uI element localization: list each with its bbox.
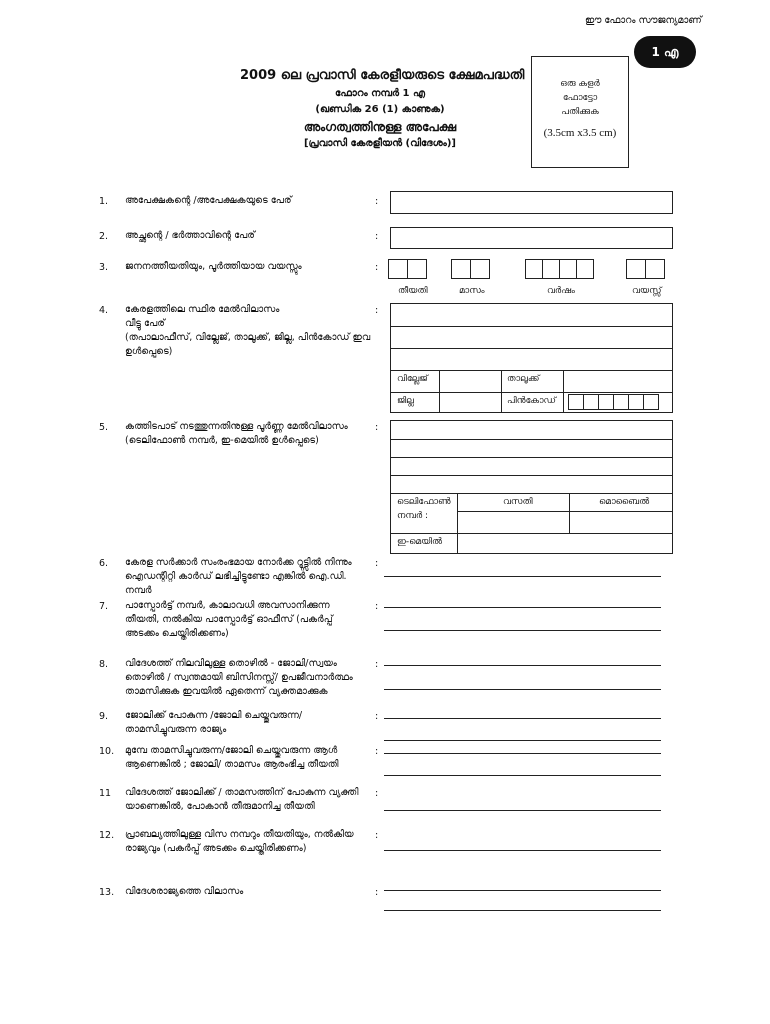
field-label-line: അടക്കം ചെയ്തിരിക്കണം) xyxy=(125,628,229,639)
field-colon: : xyxy=(375,746,379,757)
field-colon: : xyxy=(375,601,379,612)
age-boxes[interactable] xyxy=(627,259,665,279)
dob-month-boxes[interactable] xyxy=(452,259,490,279)
field-label xyxy=(125,260,302,274)
field-number: 1. xyxy=(99,196,109,207)
address-line xyxy=(391,348,672,349)
passport-line-1[interactable] xyxy=(384,607,661,608)
permanent-address-box[interactable] xyxy=(390,303,673,413)
father-husband-name-input[interactable] xyxy=(390,227,673,249)
field-number: 12. xyxy=(99,830,115,841)
field-label xyxy=(125,420,348,448)
field-label-line: കേരളത്തിലെ സ്ഥിര മേല്‍വിലാസം xyxy=(125,304,280,315)
field-label-line: ഉള്‍പ്പെടെ) xyxy=(125,346,173,357)
village-label: വില്ലേജ് xyxy=(397,374,428,384)
contact-divider xyxy=(457,511,672,512)
field-label-line: തൊഴില്‍ / സ്വന്തമായി ബിസിനസ്സ്/ ഉപജീവനാര്‍ത്ഥം xyxy=(125,672,353,683)
field-label-line: താമസിച്ചുവരുന്ന രാജ്യം xyxy=(125,724,227,735)
departure-date-line[interactable] xyxy=(384,810,661,811)
dob-day-boxes[interactable] xyxy=(389,259,427,279)
field-label-line: മുമ്പേ താമസിച്ചുവരുന്ന/ജോലി ചെയ്തുവരുന്ന ആള്‍ xyxy=(125,745,338,756)
address-line xyxy=(391,439,672,440)
age-label: വയസ്സ് xyxy=(632,286,662,296)
address-divider xyxy=(563,370,564,412)
field-colon: : xyxy=(375,788,379,799)
foreign-address-line-1[interactable] xyxy=(384,890,661,891)
country-line-1[interactable] xyxy=(384,718,661,719)
residence-label: വസതി xyxy=(503,497,533,507)
address-line xyxy=(391,392,672,393)
district-label: ജില്ല xyxy=(397,396,414,406)
free-form-note: ഈ ഫോറം സൗജന്യമാണ് xyxy=(585,15,702,26)
employment-line-1[interactable] xyxy=(384,665,661,666)
field-label-line: വിദേശത്ത് ജോലിക്ക് / താമസത്തിന് പോകുന്ന വ്യക്തി xyxy=(125,787,359,798)
form-number: ഫോറം നമ്പര്‍ 1 എ xyxy=(334,88,426,99)
field-colon: : xyxy=(375,830,379,841)
dob-month-label: മാസം xyxy=(459,286,485,296)
field-number: 10. xyxy=(99,746,115,757)
address-line xyxy=(391,493,672,494)
field-label-line: വീട്ടു പേര് xyxy=(125,318,165,329)
field-label-line: കത്തിടപാട് നടത്തുന്നതിനുള്ള പൂര്‍ണ്ണ മേല്‍വിലാസം xyxy=(125,421,348,432)
address-line xyxy=(391,370,672,371)
address-divider xyxy=(501,370,502,412)
field-label xyxy=(125,229,255,243)
field-colon: : xyxy=(375,305,379,316)
form-title: 2009 ലെ പ്രവാസി കേരളീയരുടെ ക്ഷേമപദ്ധതി xyxy=(240,68,525,83)
field-number: 7. xyxy=(99,601,109,612)
dob-year-label: വര്‍ഷം xyxy=(547,286,575,296)
employment-line-2[interactable] xyxy=(384,689,661,690)
field-label-line: വിദേശത്ത് നിലവിലുള്ള തൊഴില്‍ - ജോലി/സ്വയം xyxy=(125,658,337,669)
field-label-line: (തപാലാഫീസ്, വില്ലേജ്, താലൂക്ക്, ജില്ല, പിന്‍കോഡ് ഇവ xyxy=(125,332,371,343)
form-category: [പ്രവാസി കേരളീയന്‍ (വിദേശം)] xyxy=(303,138,457,149)
applicant-name-input[interactable] xyxy=(390,191,673,214)
taluk-label: താലൂക്ക് xyxy=(507,374,540,384)
field-number: 13. xyxy=(99,887,115,898)
field-number: 6. xyxy=(99,558,109,569)
field-label-line: ജോലിക്ക് പോകുന്ന /ജോലി ചെയ്തുവരുന്ന/ xyxy=(125,710,303,721)
photo-line-2: ഫോട്ടോ xyxy=(562,93,598,103)
field-label xyxy=(125,303,370,359)
field-number: 3. xyxy=(99,262,109,273)
field-label-line: ആണെങ്കില്‍ ; ജോലി/ താമസം ആരംഭിച്ച തീയതി xyxy=(125,759,339,770)
field-label xyxy=(125,556,352,598)
address-line xyxy=(391,326,672,327)
dob-year-boxes[interactable] xyxy=(526,259,594,279)
field-number: 5. xyxy=(99,422,109,433)
field-label-line: യാണെങ്കില്‍, പോകാന്‍ തീരുമാനിച്ച തീയതി xyxy=(125,801,315,812)
field-label xyxy=(125,599,333,641)
address-line xyxy=(391,457,672,458)
field-label xyxy=(125,828,354,856)
field-label-line: അച്ഛന്റെ / ഭര്‍ത്താവിന്റെ പേര് xyxy=(125,230,255,241)
field-label xyxy=(125,885,243,899)
field-colon: : xyxy=(375,659,379,670)
pincode-boxes[interactable] xyxy=(569,394,659,410)
passport-line-2[interactable] xyxy=(384,630,661,631)
field-label-line: നമ്പര്‍ xyxy=(125,585,152,596)
field-label xyxy=(125,709,302,737)
field-label-line: പ്രാബല്യത്തിലുള്ള വിസ നമ്പറും തീയതിയും, നല്‍കിയ xyxy=(125,829,354,840)
pincode-label: പിന്‍കോഡ് xyxy=(507,396,556,406)
form-clause: (ഖണ്ഡിക 26 (1) കാണുക) xyxy=(315,104,445,115)
foreign-address-line-2[interactable] xyxy=(384,910,661,911)
noka-id-line[interactable] xyxy=(384,576,661,577)
field-colon: : xyxy=(375,262,379,273)
form-subject: അംഗത്വത്തിനുള്ള അപേക്ഷ xyxy=(303,120,457,134)
field-colon: : xyxy=(375,887,379,898)
field-number: 9. xyxy=(99,711,109,722)
email-label: ഇ-മെയില്‍ xyxy=(397,537,442,547)
address-divider xyxy=(439,370,440,412)
field-number: 8. xyxy=(99,659,109,670)
photo-line-3: പതിക്കുക xyxy=(561,107,599,117)
field-label-line: (ടെലിഫോണ്‍ നമ്പര്‍, ഇ-മെയില്‍ ഉള്‍പ്പെടെ) xyxy=(125,435,319,446)
address-line xyxy=(391,533,672,534)
field-number: 4. xyxy=(99,305,109,316)
field-label-line: അപേക്ഷകന്റെ /അപേക്ഷകയുടെ പേര് xyxy=(125,195,292,206)
number-label: നമ്പര്‍ : xyxy=(397,511,429,521)
field-label xyxy=(125,194,292,208)
photo-size: (3.5cm x3.5 cm) xyxy=(543,127,617,139)
contact-divider xyxy=(457,493,458,553)
field-label xyxy=(125,657,353,699)
field-label-line: താമസിക്കുക ഇവയില്‍ ഏതെന്ന് വ്യക്തമാക്കുക xyxy=(125,686,328,697)
country-line-2[interactable] xyxy=(384,740,661,741)
visa-line[interactable] xyxy=(384,850,661,851)
field-colon: : xyxy=(375,422,379,433)
correspondence-address-box[interactable] xyxy=(390,420,673,554)
field-label-line: ഐഡന്റിറ്റി കാര്‍ഡ് ലഭിച്ചിട്ടുണ്ടോ എങ്കില്‍ ഐ.ഡി. xyxy=(125,571,347,582)
start-date-line-1[interactable] xyxy=(384,753,661,754)
field-label-line: തീയതി, നല്‍കിയ പാസ്പോര്‍ട്ട് ഓഫീസ് (പകര്‍പ്പ് xyxy=(125,614,333,625)
field-colon: : xyxy=(375,231,379,242)
field-number: 11 xyxy=(99,788,112,799)
field-number: 2. xyxy=(99,231,109,242)
field-colon: : xyxy=(375,558,379,569)
field-label-line: രാജ്യവും (പകര്‍പ്പ് അടക്കം ചെയ്തിരിക്കണം) xyxy=(125,843,307,854)
field-label-line: ജനനത്തീയതിയും, പൂര്‍ത്തിയായ വയസ്സും xyxy=(125,261,302,272)
photo-box[interactable] xyxy=(531,56,629,168)
field-label xyxy=(125,786,358,814)
field-label-line: വിദേശരാജ്യത്തെ വിലാസം xyxy=(125,886,244,897)
telephone-label: ടെലിഫോണ്‍ xyxy=(397,497,451,507)
field-colon: : xyxy=(375,711,379,722)
field-label xyxy=(125,744,338,772)
contact-divider xyxy=(569,493,570,533)
field-label-line: പാസ്പോര്‍ട്ട് നമ്പര്‍, കാലാവധി അവസാനിക്കുന്ന xyxy=(125,600,330,611)
photo-line-1: ഒരു കളര്‍ xyxy=(560,79,600,89)
field-label-line: കേരള സര്‍ക്കാര്‍ സംരംഭമായ നോര്‍ക്ക റൂട്ട്സില്‍ നിന്നും xyxy=(125,557,352,568)
address-line xyxy=(391,475,672,476)
field-colon: : xyxy=(375,196,379,207)
start-date-line-2[interactable] xyxy=(384,775,661,776)
form-badge: 1 എ xyxy=(634,36,696,68)
mobile-label: മൊബൈല്‍ xyxy=(599,497,650,507)
dob-day-label: തീയതി xyxy=(398,286,428,296)
